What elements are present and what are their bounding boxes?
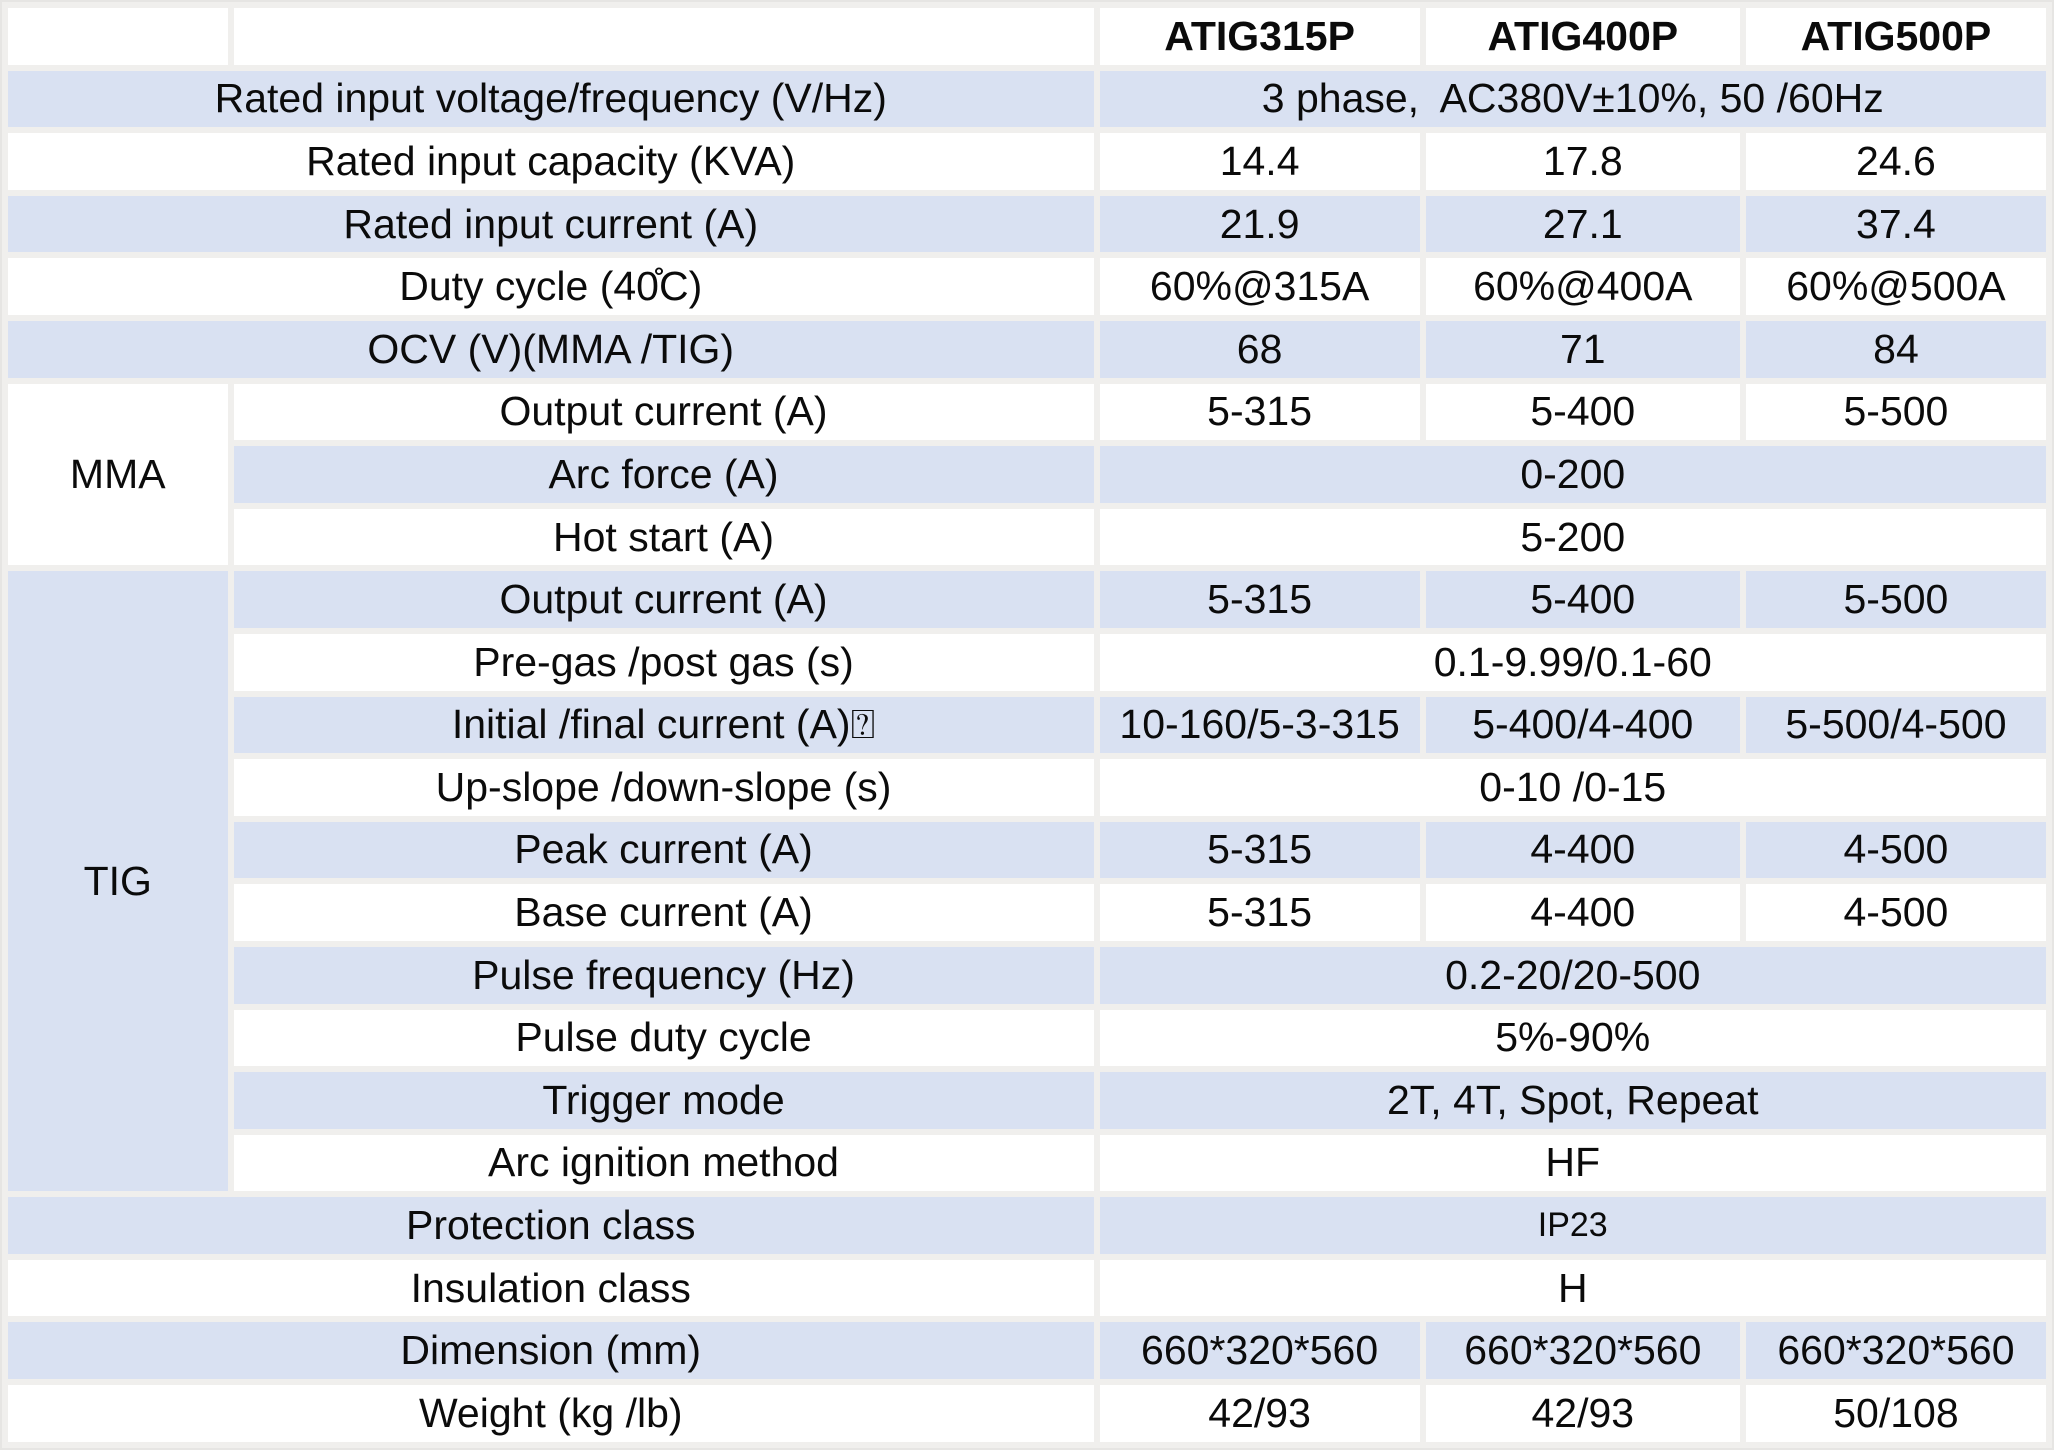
row-weight: [8, 1385, 2046, 1442]
row-label-initial-final-current: Initial /final current (A)⍰: [234, 697, 1094, 754]
group-label-mma: MMA: [8, 384, 228, 566]
value-mma-output-current-atig500p: 5-500: [1746, 384, 2046, 441]
value-base-current-atig315p: 5-315: [1100, 884, 1420, 941]
row-label-input-current: Rated input current (A): [8, 196, 1094, 253]
row-pulse-duty-cycle: [8, 1010, 2046, 1067]
value-pulse-duty-cycle: 5%-90%: [1100, 1010, 2047, 1067]
row-label-arc-ignition: Arc ignition method: [234, 1135, 1094, 1192]
row-arc-ignition: [8, 1135, 2046, 1192]
row-insulation-class: [8, 1260, 2046, 1317]
value-ocv-atig315p: 68: [1100, 321, 1420, 378]
row-initial-final-current: [8, 697, 2046, 754]
row-label-pulse-frequency: Pulse frequency (Hz): [234, 947, 1094, 1004]
group-label-tig: TIG: [8, 571, 228, 1191]
value-duty-cycle-atig500p: 60%@500A: [1746, 258, 2046, 315]
value-mma-output-current-atig400p: 5-400: [1426, 384, 1740, 441]
row-label-input-capacity: Rated input capacity (KVA): [8, 133, 1094, 190]
value-tig-output-current-atig315p: 5-315: [1100, 571, 1420, 628]
value-peak-current-atig315p: 5-315: [1100, 822, 1420, 879]
row-dimension: [8, 1322, 2046, 1379]
row-label-trigger-mode: Trigger mode: [234, 1072, 1094, 1129]
row-trigger-mode: [8, 1072, 2046, 1129]
row-label-arc-force: Arc force (A): [234, 446, 1094, 503]
column-header-atig500p: ATIG500P: [1746, 8, 2046, 65]
row-label-dimension: Dimension (mm): [8, 1322, 1094, 1379]
row-label-tig-output-current: Output current (A): [234, 571, 1094, 628]
row-tig-output-current: [8, 571, 2046, 628]
value-protection-class: IP23: [1100, 1197, 2047, 1254]
row-label-peak-current: Peak current (A): [234, 822, 1094, 879]
row-label-input-voltage: Rated input voltage/frequency (V/Hz): [8, 71, 1094, 128]
row-mma-output-current: [8, 384, 2046, 441]
row-up-down-slope: [8, 759, 2046, 816]
value-peak-current-atig400p: 4-400: [1426, 822, 1740, 879]
value-duty-cycle-atig400p: 60%@400A: [1426, 258, 1740, 315]
row-label-insulation-class: Insulation class: [8, 1260, 1094, 1317]
value-base-current-atig400p: 4-400: [1426, 884, 1740, 941]
row-input-current: [8, 196, 2046, 253]
value-initial-final-current-atig500p: 5-500/4-500: [1746, 697, 2046, 754]
row-label-base-current: Base current (A): [234, 884, 1094, 941]
value-input-current-atig315p: 21.9: [1100, 196, 1420, 253]
row-pulse-frequency: [8, 947, 2046, 1004]
value-insulation-class: H: [1100, 1260, 2047, 1317]
value-weight-atig315p: 42/93: [1100, 1385, 1420, 1442]
row-label-ocv: OCV (V)(MMA /TIG): [8, 321, 1094, 378]
value-arc-ignition: HF: [1100, 1135, 2047, 1192]
row-label-pulse-duty-cycle: Pulse duty cycle: [234, 1010, 1094, 1067]
value-tig-output-current-atig400p: 5-400: [1426, 571, 1740, 628]
value-mma-output-current-atig315p: 5-315: [1100, 384, 1420, 441]
row-peak-current: [8, 822, 2046, 879]
value-input-capacity-atig315p: 14.4: [1100, 133, 1420, 190]
value-dimension-atig315p: 660*320*560: [1100, 1322, 1420, 1379]
row-duty-cycle: [8, 258, 2046, 315]
header-empty-parameter-cell: [234, 8, 1094, 65]
value-dimension-atig500p: 660*320*560: [1746, 1322, 2046, 1379]
value-pre-post-gas: 0.1-9.99/0.1-60: [1100, 634, 2047, 691]
value-input-current-atig500p: 37.4: [1746, 196, 2046, 253]
value-hot-start: 5-200: [1100, 509, 2047, 566]
value-input-capacity-atig400p: 17.8: [1426, 133, 1740, 190]
value-ocv-atig500p: 84: [1746, 321, 2046, 378]
row-label-protection-class: Protection class: [8, 1197, 1094, 1254]
value-peak-current-atig500p: 4-500: [1746, 822, 2046, 879]
value-base-current-atig500p: 4-500: [1746, 884, 2046, 941]
value-initial-final-current-atig400p: 5-400/4-400: [1426, 697, 1740, 754]
header-row: [8, 8, 2046, 65]
row-base-current: [8, 884, 2046, 941]
value-ocv-atig400p: 71: [1426, 321, 1740, 378]
row-protection-class: [8, 1197, 2046, 1254]
value-input-current-atig400p: 27.1: [1426, 196, 1740, 253]
value-trigger-mode: 2T, 4T, Spot, Repeat: [1100, 1072, 2047, 1129]
row-ocv: [8, 321, 2046, 378]
row-hot-start: [8, 509, 2046, 566]
row-label-duty-cycle: Duty cycle (40̊C): [8, 258, 1094, 315]
row-input-capacity: [8, 133, 2046, 190]
value-weight-atig400p: 42/93: [1426, 1385, 1740, 1442]
row-label-pre-post-gas: Pre-gas /post gas (s): [234, 634, 1094, 691]
row-label-hot-start: Hot start (A): [234, 509, 1094, 566]
column-header-atig315p: ATIG315P: [1100, 8, 1420, 65]
row-label-mma-output-current: Output current (A): [234, 384, 1094, 441]
row-arc-force: [8, 446, 2046, 503]
value-weight-atig500p: 50/108: [1746, 1385, 2046, 1442]
value-input-voltage: 3 phase, AC380V±10%, 50 /60Hz: [1100, 71, 2047, 128]
value-duty-cycle-atig315p: 60%@315A: [1100, 258, 1420, 315]
value-arc-force: 0-200: [1100, 446, 2047, 503]
row-input-voltage: [8, 71, 2046, 128]
value-up-down-slope: 0-10 /0-15: [1100, 759, 2047, 816]
header-empty-group-cell: [8, 8, 228, 65]
row-label-up-down-slope: Up-slope /down-slope (s): [234, 759, 1094, 816]
row-pre-post-gas: [8, 634, 2046, 691]
value-dimension-atig400p: 660*320*560: [1426, 1322, 1740, 1379]
value-tig-output-current-atig500p: 5-500: [1746, 571, 2046, 628]
value-input-capacity-atig500p: 24.6: [1746, 133, 2046, 190]
value-initial-final-current-atig315p: 10-160/5-3-315: [1100, 697, 1420, 754]
column-header-atig400p: ATIG400P: [1426, 8, 1740, 65]
row-label-weight: Weight (kg /lb): [8, 1385, 1094, 1442]
value-pulse-frequency: 0.2-20/20-500: [1100, 947, 2047, 1004]
